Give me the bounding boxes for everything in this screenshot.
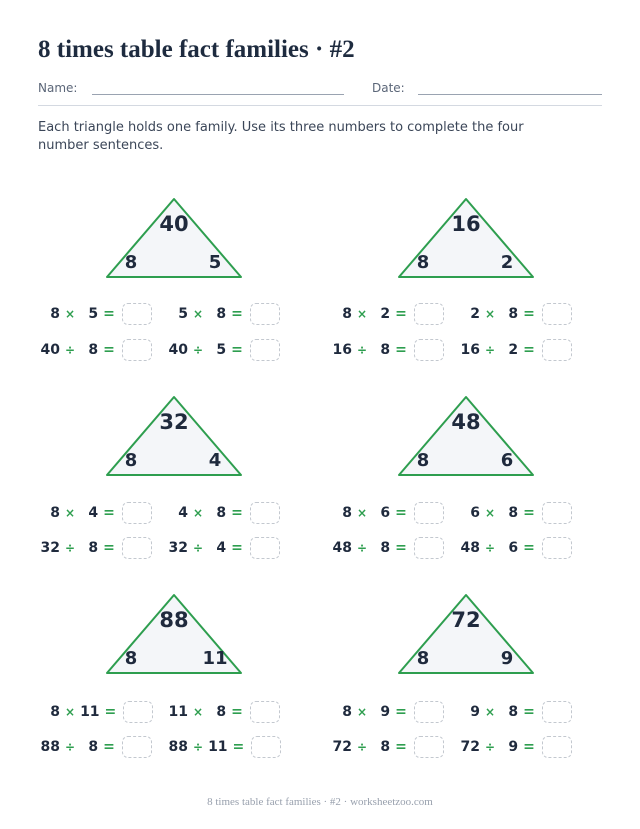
equals-sign: = <box>103 505 115 521</box>
answer-box[interactable] <box>542 502 572 524</box>
operator-sign: ÷ <box>193 740 204 754</box>
operator-sign: ÷ <box>193 343 204 357</box>
operand: 8 <box>508 306 519 322</box>
equation <box>38 302 152 326</box>
operand: 8 <box>380 342 391 358</box>
triangle-right-number: 11 <box>202 648 228 669</box>
equation <box>330 338 444 362</box>
answer-box[interactable] <box>414 537 444 559</box>
triangle-top-number: 16 <box>451 212 481 236</box>
answer-box[interactable] <box>250 303 280 325</box>
page-footer: 8 times table fact families · #2 · worksheetzoo.com <box>207 796 433 808</box>
answer-box[interactable] <box>250 537 280 559</box>
operand: 4 <box>88 505 99 521</box>
equals-sign: = <box>523 739 535 755</box>
answer-box[interactable] <box>542 537 572 559</box>
fact-triangle <box>38 591 308 681</box>
operator-sign: ÷ <box>485 541 496 555</box>
equation <box>330 302 444 326</box>
operator-sign: × <box>193 307 204 321</box>
operand: 8 <box>508 704 519 720</box>
operand: 8 <box>88 739 99 755</box>
equation <box>458 700 572 724</box>
operand: 5 <box>216 342 227 358</box>
operand: 88 <box>40 739 60 755</box>
fact-family <box>38 195 308 385</box>
operand: 4 <box>216 540 227 556</box>
operator-sign: × <box>65 506 76 520</box>
instructions: Each triangle holds one family. Use its three numbers to complete the four number sentences. <box>38 120 524 153</box>
operand: 9 <box>380 704 391 720</box>
operator-sign: ÷ <box>357 541 368 555</box>
equals-sign: = <box>231 505 243 521</box>
operand: 11 <box>80 704 100 720</box>
triangle-right-number: 4 <box>208 450 222 471</box>
triangle-left-number: 8 <box>416 648 430 669</box>
operand: 8 <box>342 704 352 720</box>
equals-sign: = <box>395 704 407 720</box>
operand: 8 <box>380 739 391 755</box>
equals-sign: = <box>395 306 407 322</box>
fact-triangle <box>38 195 308 285</box>
equation <box>458 338 572 362</box>
answer-box[interactable] <box>250 339 280 361</box>
triangle-right-number: 6 <box>500 450 514 471</box>
operator-sign: × <box>193 506 204 520</box>
operand: 2 <box>470 306 480 322</box>
answer-box[interactable] <box>414 339 444 361</box>
fact-triangle <box>330 195 600 285</box>
equals-sign: = <box>523 306 535 322</box>
equation <box>330 501 444 525</box>
operator-sign: ÷ <box>65 343 76 357</box>
fact-triangle <box>330 591 600 681</box>
equation <box>38 735 152 759</box>
fact-family <box>38 393 308 583</box>
operand: 40 <box>40 342 60 358</box>
operand: 4 <box>178 505 188 521</box>
answer-box[interactable] <box>122 502 152 524</box>
operator-sign: × <box>65 705 76 719</box>
operand: 16 <box>460 342 480 358</box>
operand: 8 <box>216 704 227 720</box>
equation <box>166 700 280 724</box>
equals-sign: = <box>523 704 535 720</box>
equals-sign: = <box>395 342 407 358</box>
answer-box[interactable] <box>414 303 444 325</box>
operand: 48 <box>332 540 352 556</box>
equals-sign: = <box>103 342 115 358</box>
answer-box[interactable] <box>122 339 152 361</box>
fact-triangle <box>38 393 308 483</box>
operand: 11 <box>208 739 228 755</box>
triangle-top-number: 88 <box>159 608 189 632</box>
operand: 9 <box>470 704 480 720</box>
equation <box>166 501 280 525</box>
operand: 2 <box>380 306 391 322</box>
operand: 32 <box>40 540 60 556</box>
operator-sign: ÷ <box>65 740 76 754</box>
equation <box>458 501 572 525</box>
operand: 16 <box>332 342 352 358</box>
answer-box[interactable] <box>122 736 152 758</box>
answer-box[interactable] <box>250 502 280 524</box>
equals-sign: = <box>103 540 115 556</box>
operand: 8 <box>88 342 99 358</box>
triangle-right-number: 5 <box>208 252 222 273</box>
operand: 72 <box>332 739 352 755</box>
operator-sign: ÷ <box>357 740 368 754</box>
equals-sign: = <box>523 540 535 556</box>
equation <box>166 302 280 326</box>
triangle-left-number: 8 <box>124 252 138 273</box>
equation <box>330 735 444 759</box>
name-line[interactable] <box>92 94 344 95</box>
operand: 9 <box>508 739 519 755</box>
operator-sign: × <box>357 705 368 719</box>
operand: 5 <box>88 306 99 322</box>
answer-box[interactable] <box>542 339 572 361</box>
answer-box[interactable] <box>414 736 444 758</box>
equation <box>166 735 281 759</box>
operator-sign: ÷ <box>65 541 76 555</box>
equation <box>38 501 152 525</box>
operand: 8 <box>342 306 352 322</box>
operand: 72 <box>460 739 480 755</box>
operand: 6 <box>508 540 519 556</box>
operand: 6 <box>470 505 480 521</box>
triangle-top-number: 48 <box>451 410 481 434</box>
equals-sign: = <box>395 540 407 556</box>
fact-family <box>330 195 600 385</box>
equation <box>38 536 152 560</box>
fact-family <box>330 393 600 583</box>
operator-sign: × <box>65 307 76 321</box>
answer-box[interactable] <box>251 736 281 758</box>
triangle-left-number: 8 <box>416 252 430 273</box>
header-divider <box>38 105 602 106</box>
equation <box>38 700 153 724</box>
operand: 8 <box>508 505 519 521</box>
equation <box>166 338 280 362</box>
name-label: Name: <box>38 81 78 95</box>
operator-sign: × <box>193 705 204 719</box>
equation <box>458 536 572 560</box>
equation <box>458 735 572 759</box>
equals-sign: = <box>395 739 407 755</box>
equals-sign: = <box>231 540 243 556</box>
equals-sign: = <box>395 505 407 521</box>
equals-sign: = <box>231 306 243 322</box>
operand: 32 <box>168 540 188 556</box>
triangle-top-number: 32 <box>159 410 189 434</box>
operand: 11 <box>168 704 188 720</box>
operand: 8 <box>50 704 60 720</box>
triangle-left-number: 8 <box>124 648 138 669</box>
answer-box[interactable] <box>123 701 153 723</box>
operand: 8 <box>88 540 99 556</box>
answer-box[interactable] <box>414 502 444 524</box>
equation <box>166 536 280 560</box>
equation <box>330 536 444 560</box>
operator-sign: ÷ <box>193 541 204 555</box>
operand: 8 <box>380 540 391 556</box>
equation <box>330 700 444 724</box>
fact-family <box>38 591 308 781</box>
equation <box>38 338 152 362</box>
operator-sign: ÷ <box>485 740 496 754</box>
answer-box[interactable] <box>542 736 572 758</box>
triangle-left-number: 8 <box>416 450 430 471</box>
operand: 8 <box>216 505 227 521</box>
worksheet-title: 8 times table fact families · #2 <box>38 36 355 63</box>
fact-triangle <box>330 393 600 483</box>
operator-sign: × <box>485 705 496 719</box>
triangle-left-number: 8 <box>124 450 138 471</box>
operator-sign: × <box>485 307 496 321</box>
operator-sign: × <box>485 506 496 520</box>
triangle-right-number: 2 <box>500 252 514 273</box>
answer-box[interactable] <box>250 701 280 723</box>
fact-family <box>330 591 600 781</box>
triangle-top-number: 72 <box>451 608 481 632</box>
operand: 88 <box>168 739 188 755</box>
operator-sign: × <box>357 307 368 321</box>
operand: 48 <box>460 540 480 556</box>
operator-sign: ÷ <box>357 343 368 357</box>
operand: 8 <box>342 505 352 521</box>
operand: 40 <box>168 342 188 358</box>
answer-box[interactable] <box>122 537 152 559</box>
triangle-right-number: 9 <box>500 648 514 669</box>
answer-box[interactable] <box>414 701 444 723</box>
equals-sign: = <box>103 739 115 755</box>
equals-sign: = <box>231 704 243 720</box>
answer-box[interactable] <box>542 303 572 325</box>
equals-sign: = <box>523 505 535 521</box>
operator-sign: ÷ <box>485 343 496 357</box>
operand: 5 <box>178 306 188 322</box>
operator-sign: × <box>357 506 368 520</box>
equals-sign: = <box>103 306 115 322</box>
equals-sign: = <box>232 739 245 755</box>
operand: 6 <box>380 505 391 521</box>
operand: 8 <box>50 505 60 521</box>
operand: 8 <box>50 306 60 322</box>
equals-sign: = <box>523 342 535 358</box>
date-label: Date: <box>372 81 405 95</box>
equals-sign: = <box>104 704 117 720</box>
operand: 8 <box>216 306 227 322</box>
answer-box[interactable] <box>122 303 152 325</box>
equation <box>458 302 572 326</box>
date-line[interactable] <box>418 94 602 95</box>
answer-box[interactable] <box>542 701 572 723</box>
equals-sign: = <box>231 342 243 358</box>
triangle-top-number: 40 <box>159 212 189 236</box>
operand: 2 <box>508 342 519 358</box>
